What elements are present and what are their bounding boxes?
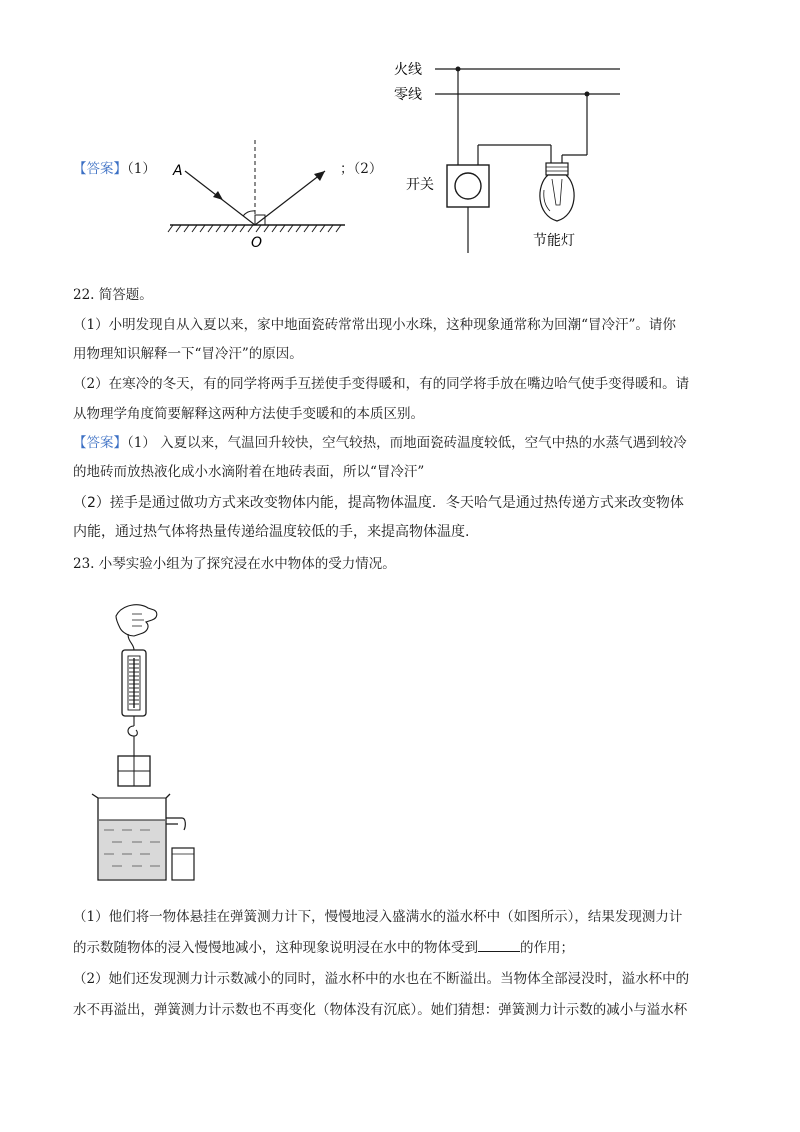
q23-p1a: （1）他们将一物体悬挂在弹簧测力计下，慢慢地浸入盛满水的溢水杯中（如图所示），结果发现测力计 — [73, 909, 683, 925]
q22-p2a: （2）在寒冷的冬天，有的同学将两手互搓使手变得暖和，有的同学将手放在嘴边哈气使手变得暖和。请 — [73, 376, 690, 392]
answer-tag-22: 【答案】 — [73, 435, 127, 451]
q23-p1b-post: 的作用； — [520, 940, 574, 956]
angle-arc — [243, 211, 255, 216]
catch-cup — [172, 848, 194, 880]
lamp-bulb — [540, 175, 574, 221]
surface-hatching — [168, 225, 341, 232]
buoyancy-experiment-figure — [88, 598, 208, 888]
q22-answer-1a-text: （1） 入夏以来，气温回升较快，空气较热，而地面瓷砖温度较低，空气中热的水蒸气遇到较冷 — [127, 435, 687, 451]
water — [99, 820, 165, 879]
q23-p2b: 水不再溢出，弹簧测力计示数也不再变化（物体没有沉底）。她们猜想：弹簧测力计示数的减小与溢水杯 — [73, 1002, 688, 1018]
q22-p1b: 用物理知识解释一下“冒冷汗”的原因。 — [73, 346, 303, 362]
switch-label: 开关 — [406, 177, 434, 193]
answer-21-row — [73, 160, 156, 178]
q23-p1b-pre: 的示数随物体的浸入慢慢地减小，这种现象说明浸在水中的物体受到 — [73, 940, 478, 956]
q22-p2b: 从物理学角度简要解释这两种方法使手变暖和的本质区别。 — [73, 406, 424, 422]
q23-p2a: （2）她们还发现测力计示数减小的同时，溢水杯中的水也在不断溢出。当物体全部浸没时，溢水杯中的 — [73, 971, 690, 987]
reflected-arrow — [314, 171, 325, 181]
q23-title: 23. 小琴实验小组为了探究浸在水中物体的受力情况。 — [73, 556, 396, 572]
lamp-base — [546, 163, 568, 175]
q22-answer-1a — [73, 434, 687, 452]
reflected-ray — [255, 171, 325, 225]
neutral-wire-label: 零线 — [394, 87, 422, 103]
q23-p1b — [73, 939, 574, 957]
live-wire-label: 火线 — [394, 62, 422, 78]
circuit-diagram — [390, 55, 630, 255]
q22-p1a: （1）小明发现自从入夏以来，家中地面瓷砖常常出现小水珠，这种现象通常称为回潮“冒冷汗”。请你 — [73, 317, 676, 333]
incident-arrow — [213, 191, 223, 200]
answer-sep: ；（2） — [340, 161, 383, 177]
label-o: O — [251, 235, 263, 251]
overflow-spout — [166, 818, 185, 830]
label-a: A — [173, 163, 183, 179]
lamp-label: 节能灯 — [533, 233, 575, 249]
answer-tag: 【答案】 — [73, 161, 127, 177]
reflection-diagram — [165, 135, 350, 255]
answer-blank[interactable] — [478, 939, 520, 952]
answer-part-1: （1） — [127, 161, 156, 177]
q22-answer-1b: 的地砖而放热液化成小水滴附着在地砖表面，所以“冒冷汗” — [73, 464, 425, 480]
switch-box — [447, 165, 489, 207]
scale-hook-bottom — [128, 726, 137, 736]
q22-title: 22. 简答题。 — [73, 287, 153, 303]
q22-answer-2b: 内能，通过热气体将热量传递给温度较低的手，来提高物体温度. — [73, 524, 470, 540]
answer-part-2-sep — [340, 160, 382, 178]
q22-answer-2a: （2）搓手是通过做功方式来改变物体内能，提高物体温度．冬天哈气是通过热传递方式来改变物体 — [73, 495, 684, 511]
